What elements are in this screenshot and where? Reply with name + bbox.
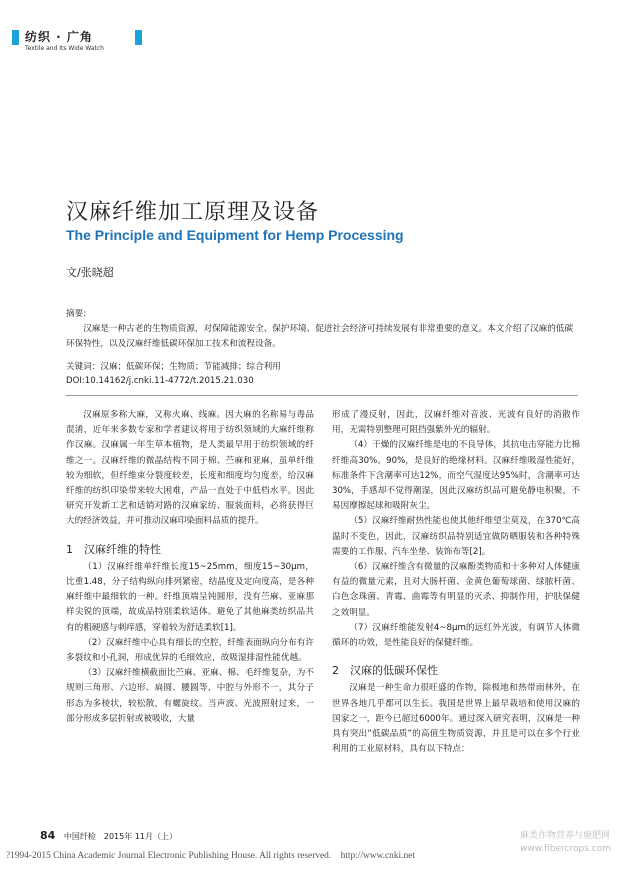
section-marker-right — [135, 30, 142, 45]
section-marker-left — [12, 30, 19, 45]
right-column — [332, 408, 580, 757]
divider — [66, 395, 578, 396]
article-title-en: The Principle and Equipment for Hemp Processing — [66, 227, 404, 243]
copyright-line: ?1994-2015 China Academic Journal Electronic Publishing House. All rights reserved. http://www.cnki.net — [6, 851, 415, 861]
paragraph-8: 汉麻是一种生命力很旺盛的作物，除极地和热带雨林外，在世界各地几乎都可以生长。我国是世界上最早栽培和使用汉麻的国家之一，距今已超过6000年。通过深入研究表明，汉麻是一种具有突出“低碳品质”的高值生物质资源，并且是可以在多个行业利用的工业原材料，具有以下特点： — [332, 683, 580, 755]
paragraph-6: （6）汉麻纤维含有微量的汉麻酚类物质和十多种对人体健康有益的微量元素，且对大肠杆菌、金黄色葡萄球菌、绿脓杆菌、白色念珠菌、青霉、曲霉等有明显的灭杀、抑制作用，护肤保健之效明显。 — [332, 562, 580, 618]
abstract-label: 摘要: — [66, 309, 87, 319]
paragraph-1: （1）汉麻纤维单纤维长度15~25mm，细度15~30μm，比重1.48，分子结构纵向排列紧密，结晶度及定向度高，是各种麻纤维中最细软的一种。纤维顶端呈钝圆形，没有苎麻、亚麻那样尖锐的顶端，故成品特别柔软适体。避免了其他麻类纺织品共有的粗硬感与刺痒感，穿着较为舒适柔软[1]。 — [66, 561, 314, 633]
article-title: 汉麻纤维加工原理及设备 — [66, 200, 320, 225]
page-footer — [40, 829, 177, 842]
abstract-block — [66, 307, 578, 352]
paragraph-3: （3）汉麻纤维横截面比苎麻、亚麻、棉、毛纤维复杂，为不规则三角形、六边形、扁圆、腰圆等，中腔与外形不一，其分子形态为多棱状，较松散，有螺旋纹。当声波、光波照射过来，一部分形成多层折射或被吸收，大量 — [66, 668, 314, 724]
heading-1: 1 汉麻纤维的特性 — [66, 542, 161, 556]
heading-2: 2 汉麻的低碳环保性 — [332, 664, 438, 678]
keywords: 关键词：汉麻；低碳环保；生物质；节能减排；综合利用 — [66, 362, 281, 372]
paragraph-5: （5）汉麻纤维耐热性能也使其他纤维望尘莫及，在370℃高温时不变色，因此，汉麻纺织品特别适宜做防晒服装和各种特殊需要的工作服、汽车坐垫、装饰布等[2]。 — [332, 516, 580, 557]
author-byline: 文/张晓超 — [66, 266, 114, 279]
journal-issue: 中国纤检 2015年 11月（上） — [63, 832, 177, 841]
doi: DOI:10.14162/j.cnki.11-4772/t.2015.21.030 — [66, 376, 254, 386]
watermark-line-2: www.fibercrops.com — [520, 844, 611, 854]
section-subtitle: Textile and Its Wide Watch — [25, 45, 104, 52]
paragraph-4: （4）干燥的汉麻纤维是电的不良导体，其抗电击穿能力比棉纤维高30%。90%，是良好的绝缘材料。汉麻纤维吸湿性能好，标准条件下含潮率可达12%，而空气湿度达95%时，含潮率可达30%，手感却不觉得潮湿，因此汉麻纺织品可避免静电积聚，不易因摩擦起球和吸附灰尘。 — [332, 440, 580, 512]
paragraph-2: （2）汉麻纤维中心具有细长的空腔，纤维表面纵向分布有许多裂纹和小孔洞，形成优异的毛细效应，故吸湿排湿性能优越。 — [66, 637, 314, 664]
watermark-line-1: 麻类作物营养与施肥网 — [520, 831, 611, 841]
page-number: 84 — [40, 829, 56, 842]
keywords-block — [66, 360, 578, 388]
section-title: 纺织 · 广角 — [25, 30, 93, 44]
paragraph-3-continued: 形成了漫反射，因此，汉麻纤维对音波、光波有良好的消散作用，无需特别整理可阻挡强紫外光的辐射。 — [332, 410, 580, 436]
left-column — [66, 408, 314, 727]
section-header — [12, 30, 172, 58]
abstract-text: 汉麻是一种古老的生物质资源，对保障能源安全、保护环境、促进社会经济可持续发展有非常重要的意义。本文介绍了汉麻的低碳环保特性，以及汉麻纤维低碳环保加工技术和流程设备。 — [66, 324, 574, 349]
paragraph-7: （7）汉麻纤维能发射4~8μm的远红外光波，有调节人体微循环的功效，是性能良好的保健纤维。 — [332, 622, 580, 649]
intro-paragraph: 汉麻原多称大麻，又称火麻、线麻。因大麻的名称易与毒品混淆，近年来多数专家和学者建议将用于纺织领域的大麻纤维称作汉麻。汉麻属一年生草本植物，是人类最早用于纺织领域的纤维之一。汉麻纤维的微晶结构不同于棉、苎麻和亚麻，虽单纤维较为细软，但纤维束分裂度较差，长度和细度均匀度差，给汉麻纤维的纺织印染带来较大困难，产品一直处于中低档水平。因此研究开发新工艺和适销对路的汉麻家纺、服装面料，必将获得巨大的经济效益，并可推动汉麻印染面料品质的提升。 — [66, 410, 314, 527]
